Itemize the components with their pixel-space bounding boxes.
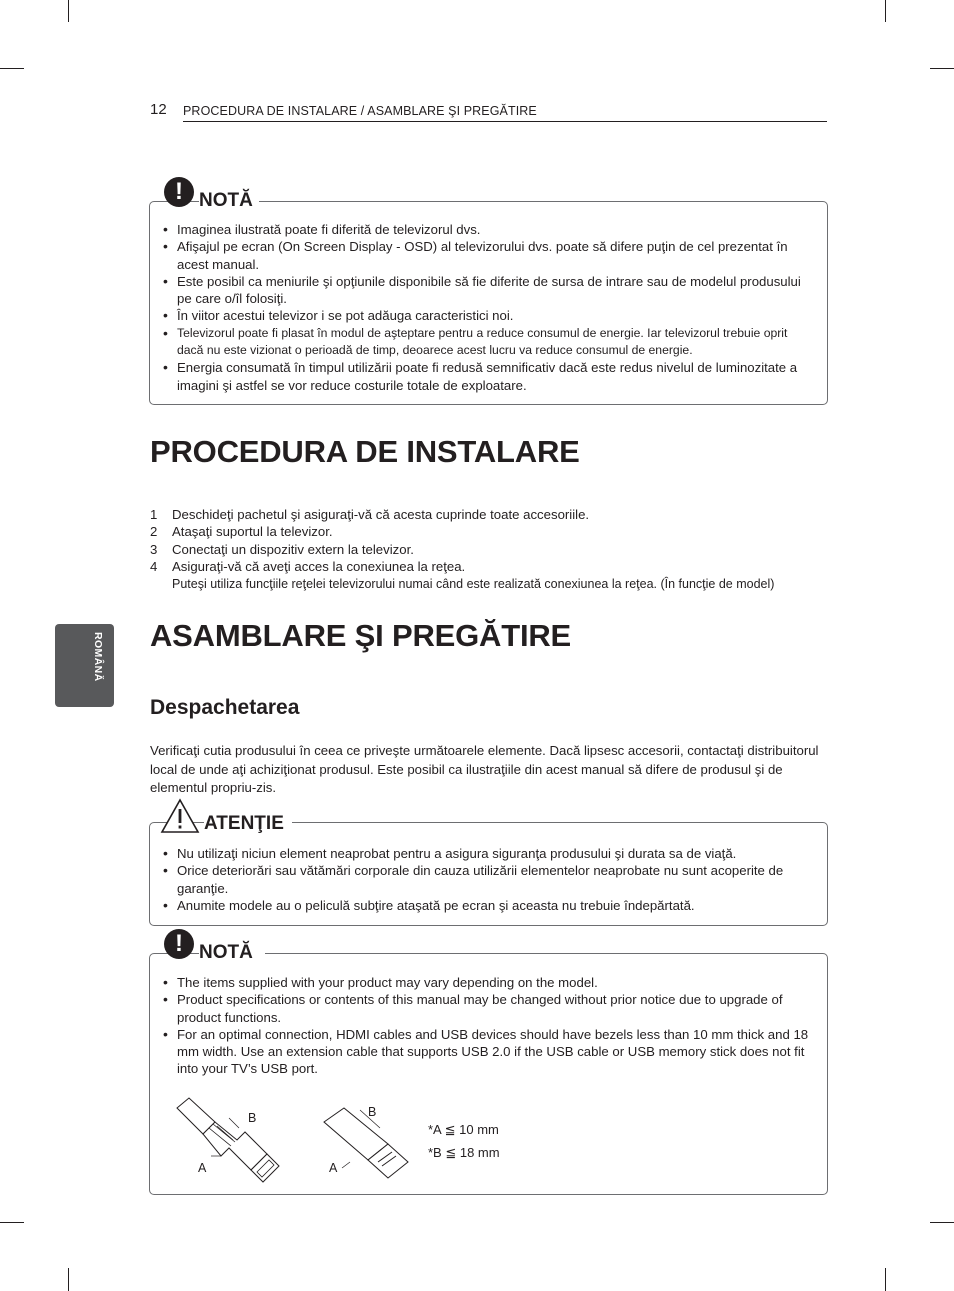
step-number: 4 [150,558,158,574]
dimension-limit-a: *A ≦ 10 mm [428,1122,499,1137]
warning-triangle-icon [160,798,200,834]
list-item: • Televizorul poate fi plasat în modul de aşteptare pentru a reduce consumul de energie. Iar televizorul trebuie oprit dacă nu este vizionat o perioadă de timp, deoarece acest lucru va reduce consumul de energie. [163,325,815,360]
step-number: 3 [150,541,158,557]
list-item [150,523,830,540]
list-item: • Energia consumată în timpul utilizării poate fi redusă semnificativ dacă este redus nivelul de luminozitate a imagini şi astfel se vor reduce costurile totale de exploatare. [163,359,815,394]
crop-mark [0,68,24,69]
list-item: • Imaginea ilustrată poate fi diferită de televizorul dvs. [163,221,815,238]
step-number: 2 [150,524,158,540]
note-label: NOTĂ [199,190,259,212]
crop-mark [930,68,954,69]
crop-mark [0,1222,24,1223]
list-item: • Afişajul pe ecran (On Screen Display - OSD) al televizorului dvs. poate să difere puţin de cel prezentat în acest manual. [163,238,815,273]
running-header: PROCEDURA DE INSTALARE / ASAMBLARE ŞI PREGĂTIRE [183,104,537,118]
note-box [149,201,828,405]
language-tab [55,624,114,707]
dimension-label-b: B [368,1105,377,1119]
step-note: Puteşi utiliza funcţiile reţelei televizorului numai când este realizată conexiunea la reţea. (În funcţie de model) [172,577,775,592]
list-item: • În viitor acestui televizor i se pot adăuga caracteristici noi. [163,307,815,324]
step-text: Asiguraţi-vă că aveţi acces la conexiunea la reţea. [172,558,466,574]
exclamation-icon: ! [164,177,194,207]
list-item: • Este posibil ca meniurile şi opţiunile disponibile să fie diferite de sursa de intrare sau de modelul produsului pe care o/îl folosiţi. [163,273,815,308]
header-rule [183,121,827,122]
crop-mark [930,1222,954,1223]
list-item [150,506,830,523]
note-box [149,953,828,1195]
step-number: 1 [150,507,158,522]
list-item [150,558,830,594]
crop-mark [68,1268,69,1291]
note-list [163,221,815,394]
exclamation-icon: ! [164,929,194,959]
crop-mark [885,1268,886,1291]
steps-list [150,506,830,593]
section-title: PROCEDURA DE INSTALARE [150,434,580,469]
caution-label: ATENŢIE [204,813,292,835]
note-list [163,974,815,1078]
list-item: • Product specifications or contents of this manual may be changed without prior notice due to upgrade of product functions. [163,991,815,1026]
step-text: Deschideţi pachetul şi asiguraţi-vă că acesta cuprinde toate accesoriile. [172,507,590,522]
caution-box [149,822,828,926]
list-item: • The items supplied with your product may vary depending on the model. [163,974,815,991]
dimension-limit-b: *B ≦ 18 mm [428,1145,500,1160]
section-title: ASAMBLARE ŞI PREGĂTIRE [150,618,572,653]
dimension-label-b: B [248,1111,257,1125]
hdmi-connector-illustration [175,1096,285,1186]
dimension-label-a: A [329,1161,338,1175]
note-label: NOTĂ [199,942,265,964]
crop-mark [68,0,69,22]
caution-list [163,845,815,914]
list-item [150,541,830,558]
list-item: • For an optimal connection, HDMI cables and USB devices should have bezels less than 10 mm thick and 18 mm width. Use an extension cable that supports USB 2.0 if the USB cable or USB memory stick does not fit into your TV’s USB port. [163,1026,815,1078]
dimension-label-a: A [198,1161,207,1175]
list-item: • Orice deteriorări sau vătămări corporale din cauza utilizării elementelor neaprobate nu sunt acoperite de garanţie. [163,862,815,897]
list-item: • Anumite modele au o peliculă subţire ataşată pe ecran şi aceasta nu trebuie îndepărtată. [163,897,815,914]
step-text: Conectaţi un dispozitiv extern la televizor. [172,541,414,557]
subsection-title: Despachetarea [150,696,300,719]
list-item: • Nu utilizaţi niciun element neaprobat pentru a asigura siguranţa produsului şi durata sa de viaţă. [163,845,815,862]
step-text: Ataşaţi suportul la televizor. [172,524,333,540]
intro-paragraph: Verificaţi cutia produsului în ceea ce priveşte următoarele elemente. Dacă lipsesc accesorii, contactaţi distribuitorul local de unde aţi achiziţionat produsul. Este posibil ca ilustraţiile din acest manual să difere de produsul şi de elementul propriu-zis. [150,743,819,795]
page-number: 12 [150,101,167,118]
language-tab-label: ROMÂNĂ [92,632,104,682]
crop-mark [885,0,886,22]
